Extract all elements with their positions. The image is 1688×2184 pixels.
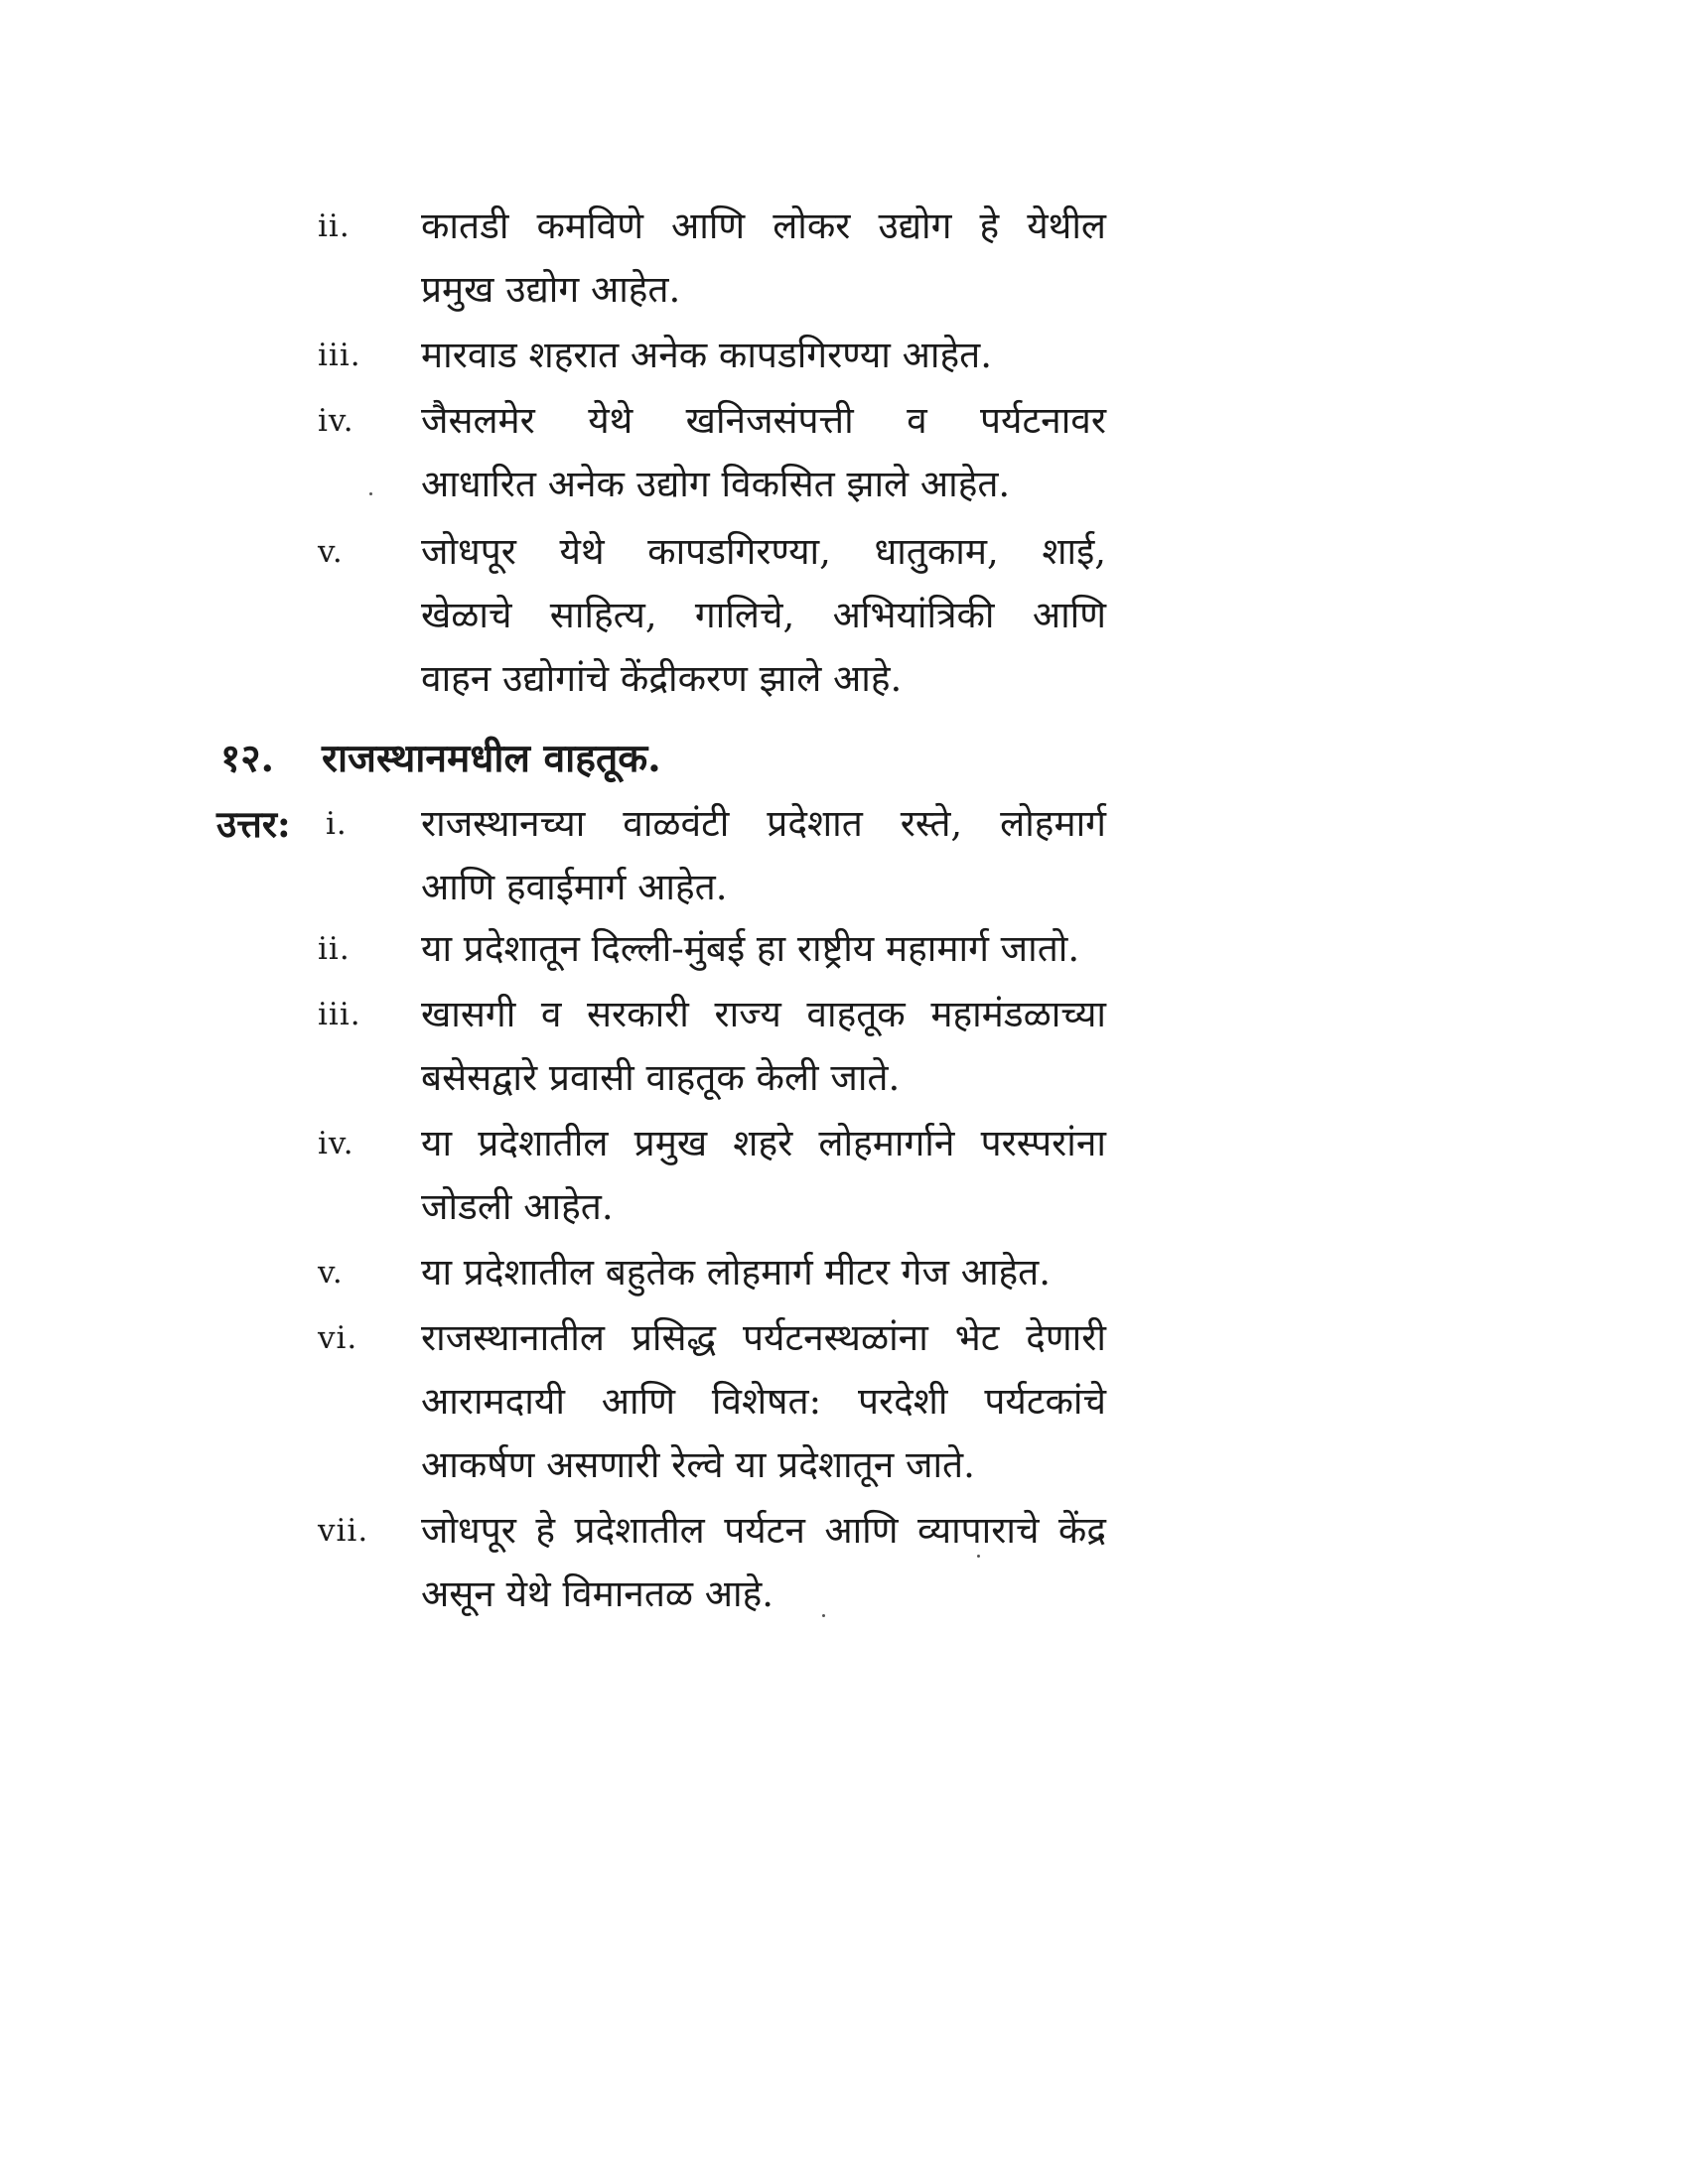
item-number: iii.	[318, 997, 361, 1032]
item-text-line: राजस्थानच्या वाळवंटी प्रदेशात रस्ते, लोहमार्ग	[421, 802, 1106, 845]
list-item	[318, 195, 1688, 334]
item-text-line: जोडली आहेत.	[421, 1185, 614, 1228]
item-text-line: आकर्षण असणारी रेल्वे या प्रदेशातून जाते.	[421, 1443, 975, 1486]
scan-speck	[822, 1614, 825, 1617]
scan-speck	[369, 492, 372, 495]
item-text-line: आधारित अनेक उद्योग विकसित झाले आहेत.	[421, 463, 1011, 505]
item-text-line: खेळाचे साहित्य, गालिचे, अभियांत्रिकी आणि	[421, 594, 1106, 636]
list-item	[318, 1306, 1688, 1486]
item-number: vii.	[318, 1513, 369, 1549]
item-text-line: या प्रदेशातून दिल्ली-मुंबई हा राष्ट्रीय महामार्ग जातो.	[421, 927, 1080, 970]
list-item	[326, 792, 1688, 931]
item-number: ii.	[318, 208, 351, 244]
question-number: १२.	[220, 736, 275, 781]
item-text-line: खासगी व सरकारी राज्य वाहतूक महामंडळाच्या	[421, 993, 1106, 1035]
item-text-line: जैसलमेर येथे खनिजसंपत्ती व पर्यटनावर	[421, 399, 1106, 442]
scan-speck	[977, 1555, 980, 1558]
list-item	[318, 1499, 1688, 1638]
list-item	[318, 389, 1688, 528]
answer-label: उत्तर:	[216, 802, 291, 846]
item-text-line: राजस्थानातील प्रसिद्ध पर्यटनस्थळांना भेट देणारी	[421, 1316, 1106, 1359]
list-item	[318, 1112, 1688, 1251]
item-text-line: असून येथे विमानतळ आहे.	[421, 1572, 774, 1615]
item-number: ii.	[318, 931, 351, 967]
item-text-line: जोधपूर येथे कापडगिरण्या, धातुकाम, शाई,	[421, 530, 1106, 573]
item-text-line: प्रमुख उद्योग आहेत.	[421, 268, 681, 311]
item-text-line: या प्रदेशातील बहुतेक लोहमार्ग मीटर गेज आहेत.	[421, 1251, 1052, 1294]
item-number: iv.	[318, 403, 354, 439]
item-text-line: बसेसद्वारे प्रवासी वाहतूक केली जाते.	[421, 1056, 901, 1099]
question-title: राजस्थानमधील वाहतूक.	[322, 736, 661, 781]
item-number: iii.	[318, 338, 361, 373]
item-text-line: जोधपूर हे प्रदेशातील पर्यटन आणि व्यापाराचे केंद्र	[421, 1509, 1106, 1552]
item-number: v.	[318, 534, 344, 570]
item-text-line: या प्रदेशातील प्रमुख शहरे लोहमार्गाने परस्परांना	[421, 1122, 1106, 1164]
item-number: i.	[326, 806, 348, 842]
item-text-line: आणि हवाईमार्ग आहेत.	[421, 866, 728, 908]
item-number: vi.	[318, 1320, 358, 1356]
item-text-line: मारवाड शहरात अनेक कापडगिरण्या आहेत.	[421, 334, 992, 376]
item-text-line: वाहन उद्योगांचे केंद्रीकरण झाले आहे.	[421, 657, 903, 700]
list-item	[318, 520, 1688, 700]
list-item	[318, 983, 1688, 1122]
item-number: iv.	[318, 1126, 354, 1161]
item-text-line: कातडी कमविणे आणि लोकर उद्योग हे येथील	[421, 205, 1106, 247]
item-text-line: आरामदायी आणि विशेषत: परदेशी पर्यटकांचे	[421, 1380, 1106, 1423]
item-number: v.	[318, 1255, 344, 1291]
